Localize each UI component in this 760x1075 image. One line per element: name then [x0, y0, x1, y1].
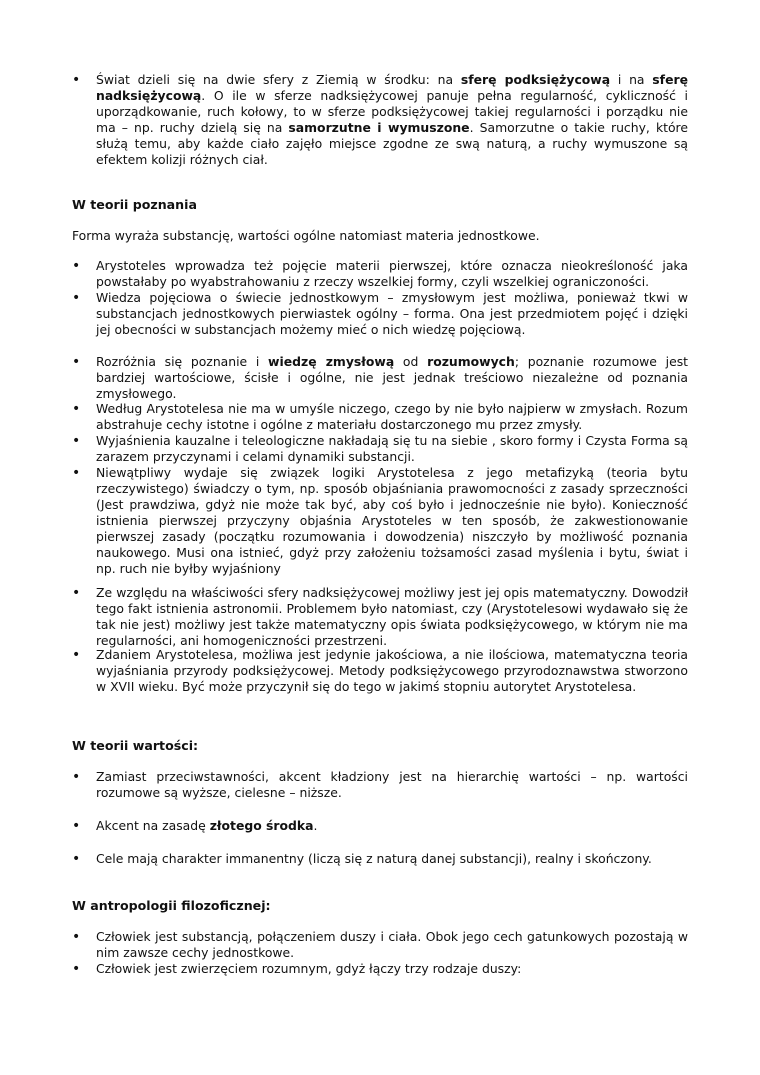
bullet-text — [96, 433, 688, 465]
bullet-text — [96, 401, 688, 433]
section-heading-philosophical-anthropology: W antropologii filozoficznej: — [72, 898, 271, 913]
bullet-text — [96, 647, 688, 695]
bullet-marker — [72, 433, 92, 449]
bullet-text — [96, 258, 688, 290]
bullet-text — [96, 929, 688, 961]
bullet-text — [96, 961, 688, 977]
text-run: . — [313, 818, 318, 833]
text-run: . O ile w sferze nadksiężycowej panuje pełna regularność, cykliczność i uporządkowanie, ruch kołowy, to w sferze podksiężycowej takiej regularności i porządku nie ma – np. ruchy dzielą się na — [96, 88, 688, 135]
text-run: Wyjaśnienia kauzalne i teleologiczne nakładają się tu na siebie , skoro formy i Czysta Forma są zarazem przyczynami i celami dynamiki substancji. — [96, 433, 688, 464]
bullet-item — [72, 290, 688, 338]
text-run: Świat dzieli się na dwie sfery z Ziemią w środku: na — [96, 72, 461, 87]
bullet-marker — [72, 929, 92, 945]
text-run: Rozróżnia się poznanie i — [96, 354, 269, 369]
bullet-item — [72, 433, 688, 465]
bullet-marker — [72, 851, 92, 867]
text-run: ; poznanie rozumowe jest bardziej wartościowe, ścisłe i ogólne, nie jest jednak treściowo niezależne od poznania zmysłowego. — [96, 354, 689, 401]
text-run: Ze względu na właściwości sfery nadksiężycowej możliwy jest jej opis matematyczny. Dowodził tego fakt istnienia astronomii. Problemem było natomiast, czy (Arystotelesowi wydawało się że tak nie jest) możliwy jest także matematyczny opis świata podksiężycowego, w którym nie ma regularności, ani homogeniczności przestrzeni. — [96, 585, 688, 648]
bullet-item — [72, 258, 688, 290]
bullet-marker — [72, 72, 92, 88]
text-run: Zdaniem Arystotelesa, możliwa jest jedynie jakościowa, a nie ilościowa, matematyczna teoria wyjaśniania przyrody podksiężycowej. Metody podksiężycowego przyrodoznawstwa stworzono w XVII wieku. Być może przyczynił się do tego w jakimś stopniu autorytet Arystotelesa. — [96, 647, 688, 694]
bold-phrase: rozumowych — [427, 354, 515, 369]
bullet-item — [72, 72, 688, 168]
bullet-marker — [72, 818, 92, 834]
bold-phrase: sferę nadksiężycową — [96, 72, 688, 103]
bullet-item — [72, 647, 688, 695]
bullet-item — [72, 401, 688, 433]
bullet-item — [72, 961, 688, 977]
bullet-marker — [72, 961, 92, 977]
bullet-marker — [72, 401, 92, 417]
text-run: Akcent na zasadę — [96, 818, 210, 833]
text-run: od — [394, 354, 428, 369]
bullet-text — [96, 818, 688, 834]
bullet-text — [96, 290, 688, 338]
text-run: Wiedza pojęciowa o świecie jednostkowym – zmysłowym jest możliwa, ponieważ tkwi w substancjach jednostkowych pierwiastek ogólny – forma. Ona jest przedmiotem pojęć i dzięki jej obecności w substancjach możemy mieć o nich wiedzę pojęciową. — [96, 290, 688, 337]
text-run: i na — [610, 72, 653, 87]
bullet-marker — [72, 354, 92, 370]
bullet-text — [96, 354, 688, 402]
bullet-marker — [72, 258, 92, 274]
bold-phrase: samorzutne i wymuszone — [288, 120, 470, 135]
bullet-text — [96, 465, 688, 577]
bullet-item — [72, 354, 688, 402]
bullet-item — [72, 585, 688, 649]
bullet-marker — [72, 465, 92, 481]
bullet-marker — [72, 647, 92, 663]
bullet-marker — [72, 769, 92, 785]
bullet-item — [72, 851, 688, 867]
text-run: Cele mają charakter immanentny (liczą się z naturą danej substancji), realny i skończony. — [96, 851, 652, 866]
bullet-text — [96, 851, 688, 867]
text-run: . Samorzutne o takie ruchy, które służą temu, aby każde ciało zajęło miejsce zgodne ze swą naturą, a ruchy wymuszone są efektem kolizji różnych ciał. — [96, 120, 689, 167]
bullet-marker — [72, 290, 92, 306]
intro-paragraph: Forma wyraża substancję, wartości ogólne natomiast materia jednostkowe. — [72, 228, 540, 243]
text-run: Zamiast przeciwstawności, akcent kładziony jest na hierarchię wartości – np. wartości rozumowe są wyższe, cielesne – niższe. — [96, 769, 688, 800]
bold-phrase: wiedzę zmysłową — [268, 354, 395, 369]
section-heading-theory-of-values: W teorii wartości: — [72, 738, 199, 753]
bullet-text — [96, 585, 688, 649]
bullet-text — [96, 769, 688, 801]
bullet-item — [72, 769, 688, 801]
bullet-item — [72, 818, 688, 834]
text-run: Człowiek jest zwierzęciem rozumnym, gdyż łączy trzy rodzaje duszy: — [96, 961, 522, 976]
bullet-marker — [72, 585, 92, 601]
bullet-item — [72, 929, 688, 961]
text-run: Niewątpliwy wydaje się związek logiki Arystotelesa z jego metafizyką (teoria bytu rzeczywistego) świadczy o tym, np. sposób objaśniania prawomocności z zasady sprzeczności (Jest prawdziwa, gdyż nie może tak być, aby coś było i jednocześnie nie było). Konieczność istnienia pierwszej przyczyny objaśnia Arystoteles w ten sposób, że zakwestionowanie pierwszej zasady (początku rozumowania i dowodzenia) niszczyło by możliwość poznania naukowego. Musi ona istnieć, gdyż przy założeniu tożsamości zasad myślenia i bytu, świat i np. ruch nie byłby wyjaśniony — [96, 465, 688, 576]
bold-phrase: sferę podksiężycową — [460, 72, 611, 87]
bullet-text — [96, 72, 688, 168]
text-run: Według Arystotelesa nie ma w umyśle niczego, czego by nie było najpierw w zmysłach. Rozum abstrahuje cechy istotne i ogólne z materiału dostarczonego mu przez zmysły. — [96, 401, 688, 432]
text-run: Arystoteles wprowadza też pojęcie materii pierwszej, które oznacza nieokreśloność jaka powstałaby po wyabstrahowaniu z rzeczy wszelkiej formy, czyli wszelkiej ograniczoności. — [96, 258, 688, 289]
text-run: Człowiek jest substancją, połączeniem duszy i ciała. Obok jego cech gatunkowych pozostają w nim zawsze cechy jednostkowe. — [96, 929, 688, 960]
bold-phrase: złotego środka — [209, 818, 314, 833]
bullet-item — [72, 465, 688, 577]
section-heading-theory-of-knowledge: W teorii poznania — [72, 197, 197, 212]
